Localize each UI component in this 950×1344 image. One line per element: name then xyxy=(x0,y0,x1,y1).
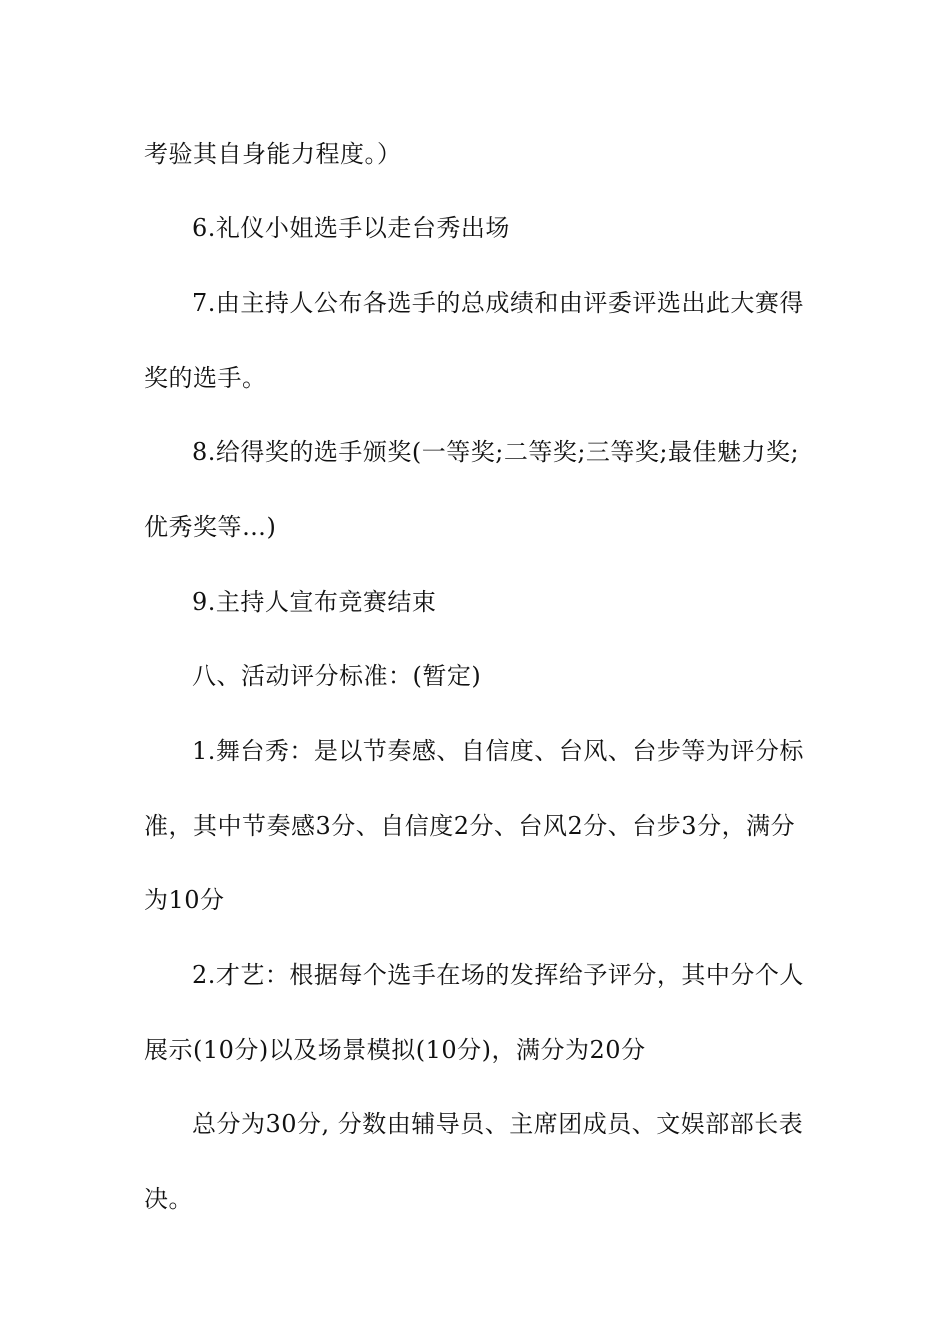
text-line-6: 优秀奖等…) xyxy=(144,513,277,541)
text-line-15: 决。 xyxy=(144,1185,193,1213)
text-line-7: 9.主持人宣布竞赛结束 xyxy=(192,588,437,616)
text-line-9: 1.舞台秀：是以节奏感、自信度、台风、台步等为评分标 xyxy=(192,737,804,765)
text-line-2: 6.礼仪小姐选手以走台秀出场 xyxy=(192,214,510,242)
text-line-1: 考验其自身能力程度。） xyxy=(144,140,402,168)
text-line-8: 八、活动评分标准：(暂定) xyxy=(192,662,482,690)
text-line-13: 展示(10分)以及场景模拟(10分)，满分为20分 xyxy=(144,1036,646,1064)
text-line-11: 为10分 xyxy=(144,886,225,914)
text-line-5: 8.给得奖的选手颁奖(一等奖;二等奖;三等奖;最佳魅力奖; xyxy=(192,438,800,466)
text-line-10: 准，其中节奏感3分、自信度2分、台风2分、台步3分，满分 xyxy=(144,812,796,840)
text-line-3: 7.由主持人公布各选手的总成绩和由评委评选出此大赛得 xyxy=(192,289,804,317)
text-line-12: 2.才艺：根据每个选手在场的发挥给予评分，其中分个人 xyxy=(192,961,804,989)
text-line-14: 总分为30分, 分数由辅导员、主席团成员、文娱部部长表 xyxy=(192,1110,804,1138)
text-line-4: 奖的选手。 xyxy=(144,364,267,392)
